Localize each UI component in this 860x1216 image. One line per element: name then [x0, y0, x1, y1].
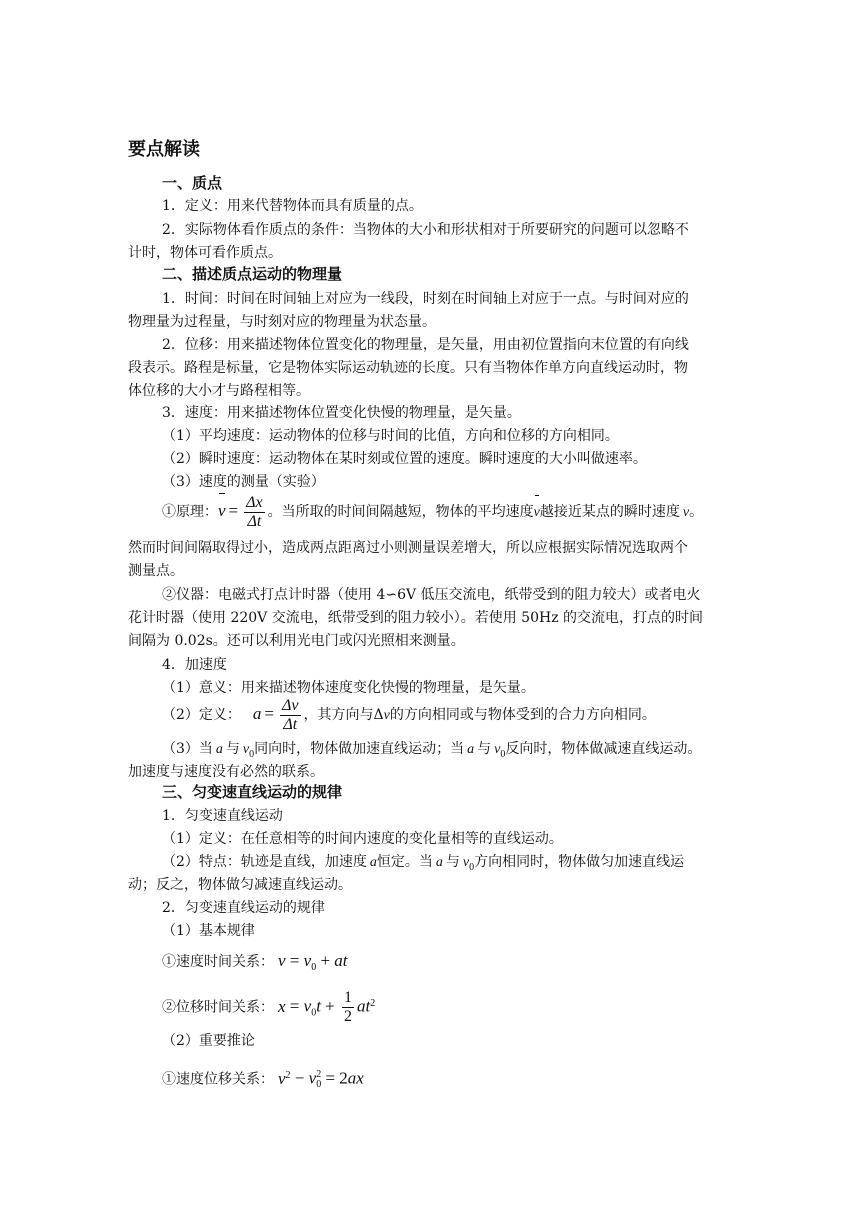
math-v: v: [494, 742, 501, 757]
math-t: t: [316, 996, 321, 1016]
math-subscript: 0: [311, 961, 317, 973]
paragraph-line: 段表示。路程是标量，它是物体实际运动轨迹的长度。只有当物体作单方向直线运动时，物: [128, 360, 688, 376]
math-at: at: [357, 996, 371, 1016]
paragraph-line: 1．定义：用来代替物体而具有质量的点。: [162, 198, 423, 214]
paragraph-line: 测量点。: [128, 563, 184, 579]
fraction-numerator: Δv: [282, 696, 299, 714]
math-v: v: [303, 951, 312, 970]
formula-velocity-displacement: [162, 1064, 364, 1092]
paragraph-text: 越接近某点的瞬时速度: [539, 504, 680, 520]
fraction-denominator: Δt: [247, 512, 262, 530]
fraction-numerator: 1: [344, 989, 353, 1007]
paragraph-text: 的方向相同或与物体受到的合力方向相同。: [389, 707, 656, 723]
paragraph-text: 。: [689, 504, 704, 520]
fraction: [280, 697, 301, 734]
math-equals: =: [264, 704, 275, 723]
fraction-denominator: 2: [344, 1008, 353, 1026]
formula-average-velocity: [162, 493, 703, 531]
math-v: v: [308, 1068, 317, 1088]
paragraph-line: （1）意义：用来描述物体速度变化快慢的物理量，是矢量。: [162, 680, 535, 696]
section-heading-uniform-motion: 三、匀变速直线运动的规律: [162, 783, 343, 801]
math-equals: =: [285, 951, 304, 970]
paragraph-line: （1）平均速度：运动物体的位移与时间的比值，方向和位移的方向相同。: [162, 428, 619, 444]
paragraph-line: （1）基本规律: [162, 923, 255, 939]
formula-label: ②位移时间关系：: [162, 999, 274, 1016]
formula-displacement-time: [162, 984, 375, 1033]
math-v: v: [383, 708, 390, 723]
paragraph-line: 体位移的大小才与路程相等。: [128, 383, 310, 399]
math-subscript: 0: [316, 1078, 322, 1090]
math-v-bar: v: [218, 493, 226, 529]
paragraph-text: 。当所取的时间间隔越短，物体的平均速度: [267, 504, 534, 520]
paragraph-text: 与: [225, 741, 240, 757]
formula-label: （2）定义：: [162, 707, 241, 723]
fraction-denominator: Δt: [283, 715, 298, 733]
math-a: a: [215, 742, 223, 757]
math-superscript: 2: [316, 1068, 322, 1080]
section-heading-quantities: 二、描述质点运动的物理量: [162, 265, 343, 283]
paragraph-line: （2）重要推论: [162, 1033, 255, 1049]
paragraph-text: 方向相同时，物体做匀加速直线运: [474, 854, 685, 870]
math-subscript: 0: [249, 748, 255, 760]
fraction: [342, 989, 354, 1026]
page-title: 要点解读: [128, 139, 200, 160]
formula-velocity-time: [162, 949, 348, 980]
math-subscript: 0: [469, 861, 475, 873]
math-v-bar: v: [534, 495, 540, 531]
math-equals: =: [285, 996, 304, 1016]
paragraph-line: ②仪器：电磁式打点计时器（使用 4∽6V 低压交流电，纸带受到的阻力较大）或者电火: [162, 587, 701, 603]
math-equals: = 2: [321, 1068, 348, 1088]
paragraph-line: 4．加速度: [162, 657, 227, 673]
math-a: a: [252, 704, 262, 723]
paragraph-text: （3）当: [162, 741, 213, 757]
paragraph-text: 反向时，物体做减速直线运动。: [505, 741, 702, 757]
paragraph-text: ，其方向与Δ: [303, 707, 384, 723]
paragraph-text: 与: [477, 741, 492, 757]
paragraph-line: 计时，物体可看作质点。: [128, 245, 282, 261]
math-superscript: 2: [285, 1070, 291, 1081]
formula-label: ①原理：: [162, 504, 218, 520]
fraction: [244, 494, 265, 531]
math-v: v: [303, 996, 312, 1016]
paragraph-line: 然而时间间隔取得过小，造成两点距离过小则测量误差增大，所以应根据实际情况选取两个: [128, 540, 688, 556]
formula-acceleration: [162, 695, 656, 735]
paragraph-line: 1．匀变速直线运动: [162, 808, 283, 824]
paragraph-text: 与: [445, 854, 460, 870]
formula-label: ①速度位移关系：: [162, 1071, 274, 1088]
math-a: a: [435, 855, 443, 870]
math-at: at: [334, 951, 348, 970]
math-ax: ax: [347, 1068, 364, 1088]
math-minus: −: [290, 1068, 309, 1088]
math-plus: +: [320, 996, 340, 1016]
paragraph-line: 2．匀变速直线运动的规律: [162, 900, 325, 916]
paragraph-text: 同向时，物体做加速直线运动；当: [254, 741, 465, 757]
math-x: x: [278, 996, 286, 1016]
math-a: a: [369, 855, 377, 870]
paragraph-line: 1．时间：时间在时间轴上对应为一线段，时刻在时间轴上对应于一点。与时间对应的: [162, 291, 689, 307]
section-heading-particle: 一、质点: [162, 174, 223, 192]
paragraph-line: 花计时器（使用 220V 交流电，纸带受到的阻力较小）。若使用 50Hz 的交流电，打点的时间: [128, 610, 704, 626]
paragraph-line: （3）速度的测量（实验）: [162, 474, 325, 490]
math-plus: +: [316, 951, 335, 970]
math-v: v: [278, 951, 286, 970]
paragraph-line: 加速度与速度没有必然的联系。: [128, 764, 324, 780]
math-v: v: [462, 855, 470, 870]
paragraph-line: （2）瞬时速度：运动物体在某时刻或位置的速度。瞬时速度的大小叫做速率。: [162, 451, 647, 467]
paragraph-line: 2．位移：用来描述物体位置变化的物理量，是矢量，用由初位置指向末位置的有向线: [162, 337, 689, 353]
paragraph-line: （1）定义：在任意相等的时间内速度的变化量相等的直线运动。: [162, 831, 563, 847]
fraction-numerator: Δx: [246, 493, 263, 511]
paragraph-line: [162, 852, 684, 878]
math-a: a: [467, 742, 475, 757]
math-equals: =: [228, 501, 239, 520]
math-v: v: [682, 505, 690, 520]
math-v: v: [278, 1068, 286, 1088]
paragraph-line: 2．实际物体看作质点的条件：当物体的大小和形状相对于所要研究的问题可以忽略不: [162, 222, 689, 238]
math-superscript: 2: [370, 998, 376, 1009]
paragraph-text: 恒定。当: [376, 854, 433, 870]
paragraph-line: [162, 739, 701, 765]
paragraph-line: 3．速度：用来描述物体位置变化快慢的物理量，是矢量。: [162, 405, 521, 421]
math-subscript: 0: [500, 748, 506, 760]
paragraph-line: 物理量为过程量，与时刻对应的物理量为状态量。: [128, 314, 436, 330]
paragraph-line: 间隔为 0.02s。还可以利用光电门或闪光照相来测量。: [128, 633, 465, 649]
formula-label: ①速度时间关系：: [162, 954, 274, 970]
paragraph-line: 动；反之，物体做匀减速直线运动。: [128, 877, 352, 893]
math-v: v: [242, 742, 250, 757]
math-subscript: 0: [311, 1007, 317, 1019]
paragraph-text: （2）特点：轨迹是直线，加速度: [162, 854, 367, 870]
